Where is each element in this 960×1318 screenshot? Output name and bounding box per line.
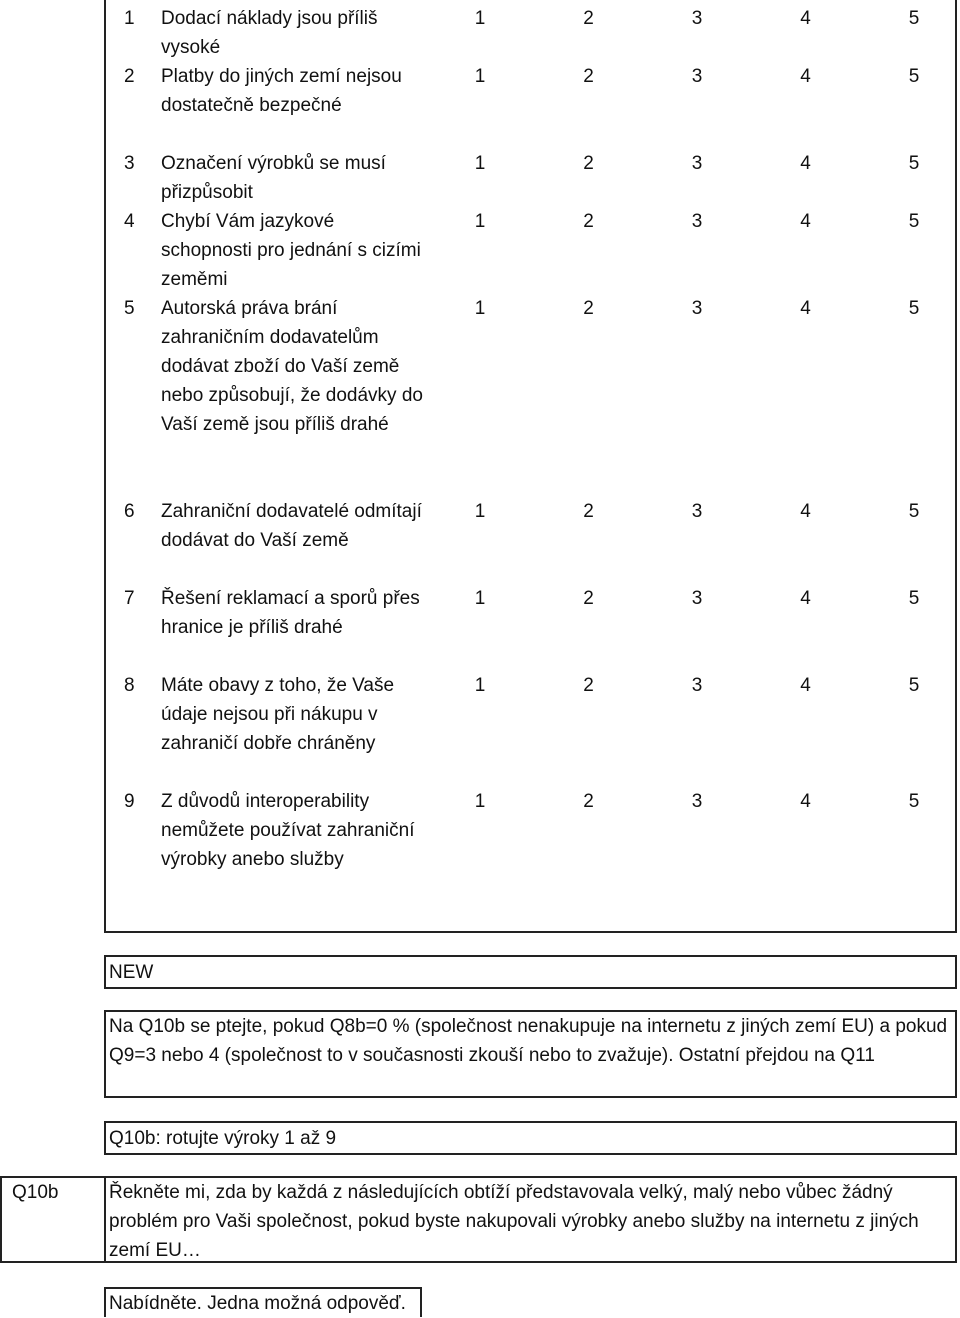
rating-option-3[interactable]: 3 (691, 211, 703, 232)
rating-option-4[interactable]: 4 (800, 501, 811, 522)
rating-option-3[interactable]: 3 (691, 791, 703, 812)
rating-option-3[interactable]: 3 (691, 298, 703, 319)
statement-number: 7 (124, 588, 135, 609)
rating-scale (474, 294, 920, 323)
rating-option-3[interactable]: 3 (691, 501, 703, 522)
rating-option-1[interactable]: 1 (474, 791, 486, 812)
rating-scale (474, 207, 920, 236)
rating-option-2[interactable]: 2 (583, 211, 594, 232)
rating-scale (474, 149, 920, 178)
rating-option-1[interactable]: 1 (474, 675, 486, 696)
rating-option-5[interactable]: 5 (908, 675, 920, 696)
statement-number: 2 (124, 66, 135, 87)
new-label-box (104, 955, 957, 989)
statement-text: Označení výrobků se musí přizpůsobit (161, 153, 386, 203)
question-id: Q10b (12, 1182, 59, 1203)
rating-option-5[interactable]: 5 (908, 153, 920, 174)
rating-option-4[interactable]: 4 (800, 675, 811, 696)
rating-scale (474, 497, 920, 526)
statement-number: 3 (124, 153, 135, 174)
statement-text: Chybí Vám jazykové schopnosti pro jednání s cizími zeměmi (161, 211, 421, 290)
statement-number: 4 (124, 211, 135, 232)
question-text-box (104, 1176, 957, 1263)
instruction: Nabídněte. Jedna možná odpověď. (109, 1293, 406, 1314)
rating-option-5[interactable]: 5 (908, 501, 920, 522)
rating-option-3[interactable]: 3 (691, 153, 703, 174)
statement-text: Platby do jiných zemí nejsou dostatečně bezpečné (161, 66, 402, 116)
question-id-box (0, 1176, 104, 1263)
question-text: Řekněte mi, zda by každá z následujících obtíží představovala velký, malý nebo vůbec žádný problém pro Vaši společnost, pokud byste nakupovali výrobky anebo služby na internetu z jiných zemí EU… (109, 1182, 919, 1261)
rating-option-5[interactable]: 5 (908, 66, 920, 87)
rating-option-1[interactable]: 1 (474, 66, 486, 87)
statement-number: 6 (124, 501, 135, 522)
rating-option-3[interactable]: 3 (691, 8, 703, 29)
rating-option-1[interactable]: 1 (474, 588, 486, 609)
statement-text: Z důvodů interoperability nemůžete používat zahraniční výrobky anebo služby (161, 791, 415, 870)
rating-option-1[interactable]: 1 (474, 153, 486, 174)
statement-text: Autorská práva brání zahraničním dodavatelům dodávat zboží do Vaší země nebo způsobují, že dodávky do Vaší země jsou příliš drahé (161, 298, 423, 435)
statement-number: 8 (124, 675, 135, 696)
statement-number: 1 (124, 8, 135, 29)
rating-option-2[interactable]: 2 (583, 675, 594, 696)
rating-option-4[interactable]: 4 (800, 8, 811, 29)
rating-option-1[interactable]: 1 (474, 298, 486, 319)
rating-scale (474, 787, 920, 816)
rating-scale (474, 671, 920, 700)
rating-option-5[interactable]: 5 (908, 298, 920, 319)
rating-option-2[interactable]: 2 (583, 8, 594, 29)
filter-note: Na Q10b se ptejte, pokud Q8b=0 % (společnost nenakupuje na internetu z jiných zemí EU) a pokud Q9=3 nebo 4 (společnost to v současnosti zkouší nebo to zvažuje). Ostatní přejdou na Q11 (109, 1016, 948, 1066)
rating-option-4[interactable]: 4 (800, 298, 811, 319)
rating-option-3[interactable]: 3 (691, 675, 703, 696)
statement-text: Zahraniční dodavatelé odmítají dodávat do Vaší země (161, 501, 422, 551)
statement-number: 5 (124, 298, 135, 319)
statement-number: 9 (124, 791, 135, 812)
rating-option-2[interactable]: 2 (583, 791, 594, 812)
rating-option-3[interactable]: 3 (691, 588, 703, 609)
rating-option-4[interactable]: 4 (800, 791, 811, 812)
rating-option-3[interactable]: 3 (691, 66, 703, 87)
filter-note-box (104, 1010, 957, 1098)
instruction-box (104, 1287, 422, 1317)
rating-scale (474, 62, 920, 91)
rotate-note-box (104, 1121, 957, 1155)
rotate-note: Q10b: rotujte výroky 1 až 9 (109, 1128, 337, 1149)
rating-option-5[interactable]: 5 (908, 211, 920, 232)
rating-option-1[interactable]: 1 (474, 501, 486, 522)
rating-option-4[interactable]: 4 (800, 588, 811, 609)
new-label: NEW (109, 962, 154, 983)
statements-table (104, 0, 957, 933)
statement-text: Máte obavy z toho, že Vaše údaje nejsou při nákupu v zahraničí dobře chráněny (161, 675, 395, 754)
rating-option-2[interactable]: 2 (583, 153, 594, 174)
rating-option-5[interactable]: 5 (908, 588, 920, 609)
rating-option-2[interactable]: 2 (583, 66, 594, 87)
rating-option-2[interactable]: 2 (583, 501, 594, 522)
rating-option-4[interactable]: 4 (800, 211, 811, 232)
rating-option-5[interactable]: 5 (908, 8, 920, 29)
rating-option-2[interactable]: 2 (583, 588, 594, 609)
rating-option-1[interactable]: 1 (474, 8, 486, 29)
statement-text: Řešení reklamací a sporů přes hranice je příliš drahé (161, 588, 420, 638)
rating-option-4[interactable]: 4 (800, 66, 811, 87)
rating-option-4[interactable]: 4 (800, 153, 811, 174)
rating-scale (474, 584, 920, 613)
rating-option-1[interactable]: 1 (474, 211, 486, 232)
rating-scale (474, 4, 920, 33)
statement-text: Dodací náklady jsou příliš vysoké (161, 8, 378, 58)
rating-option-2[interactable]: 2 (583, 298, 594, 319)
rating-option-5[interactable]: 5 (908, 791, 920, 812)
